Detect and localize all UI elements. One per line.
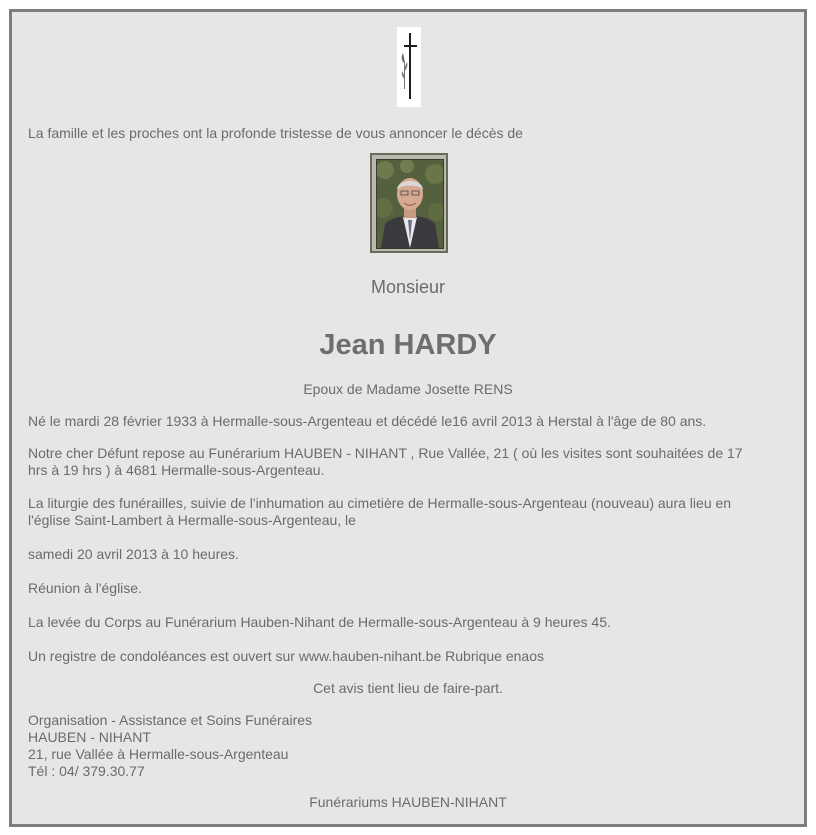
repose-text-line1: Notre cher Défunt repose au Funérarium HAUBEN - NIHANT , Rue Vallée, 21 ( où les visites sont souhaitées de 17 [28, 445, 743, 461]
faire-part-text: Cet avis tient lieu de faire-part. [313, 680, 503, 696]
organisation-line1: Organisation - Assistance et Soins Funéraires [28, 712, 313, 728]
organisation-line4: Tél : 04/ 379.30.77 [28, 763, 145, 779]
birth-death-text: Né le mardi 28 février 1933 à Hermalle-sous-Argenteau et décédé le16 avril 2013 à Herstal à l'âge de 80 ans. [28, 413, 707, 429]
liturgy-text-line2: l'église Saint-Lambert à Hermalle-sous-Argenteau, le [28, 512, 356, 528]
spouse-text: Epoux de Madame Josette RENS [303, 381, 513, 397]
repose-text-line2: hrs à 19 hrs ) à 4681 Hermalle-sous-Argenteau. [28, 462, 325, 478]
portrait-photo [370, 153, 448, 253]
funeral-date: samedi 20 avril 2013 à 10 heures. [28, 546, 239, 562]
deceased-name: Jean HARDY [319, 329, 497, 361]
organisation-line3: 21, rue Vallée à Hermalle-sous-Argenteau [28, 746, 289, 762]
cross-icon [397, 27, 421, 107]
intro-text: La famille et les proches ont la profonde tristesse de vous annoncer le décès de [28, 125, 523, 141]
notice-frame [9, 9, 807, 827]
registre-text: Un registre de condoléances est ouvert sur www.hauben-nihant.be Rubrique enaos [28, 648, 544, 664]
footer-text: Funérariums HAUBEN-NIHANT [309, 794, 507, 810]
reunion-text: Réunion à l'église. [28, 580, 142, 596]
title-text: Monsieur [370, 277, 446, 297]
liturgy-text-line1: La liturgie des funérailles, suivie de l'inhumation au cimetière de Hermalle-sous-Argenteau (nouveau) aura lieu en [28, 495, 732, 511]
organisation-line2: HAUBEN - NIHANT [28, 729, 151, 745]
levee-text: La levée du Corps au Funérarium Hauben-Nihant de Hermalle-sous-Argenteau à 9 heures 45. [28, 614, 611, 630]
